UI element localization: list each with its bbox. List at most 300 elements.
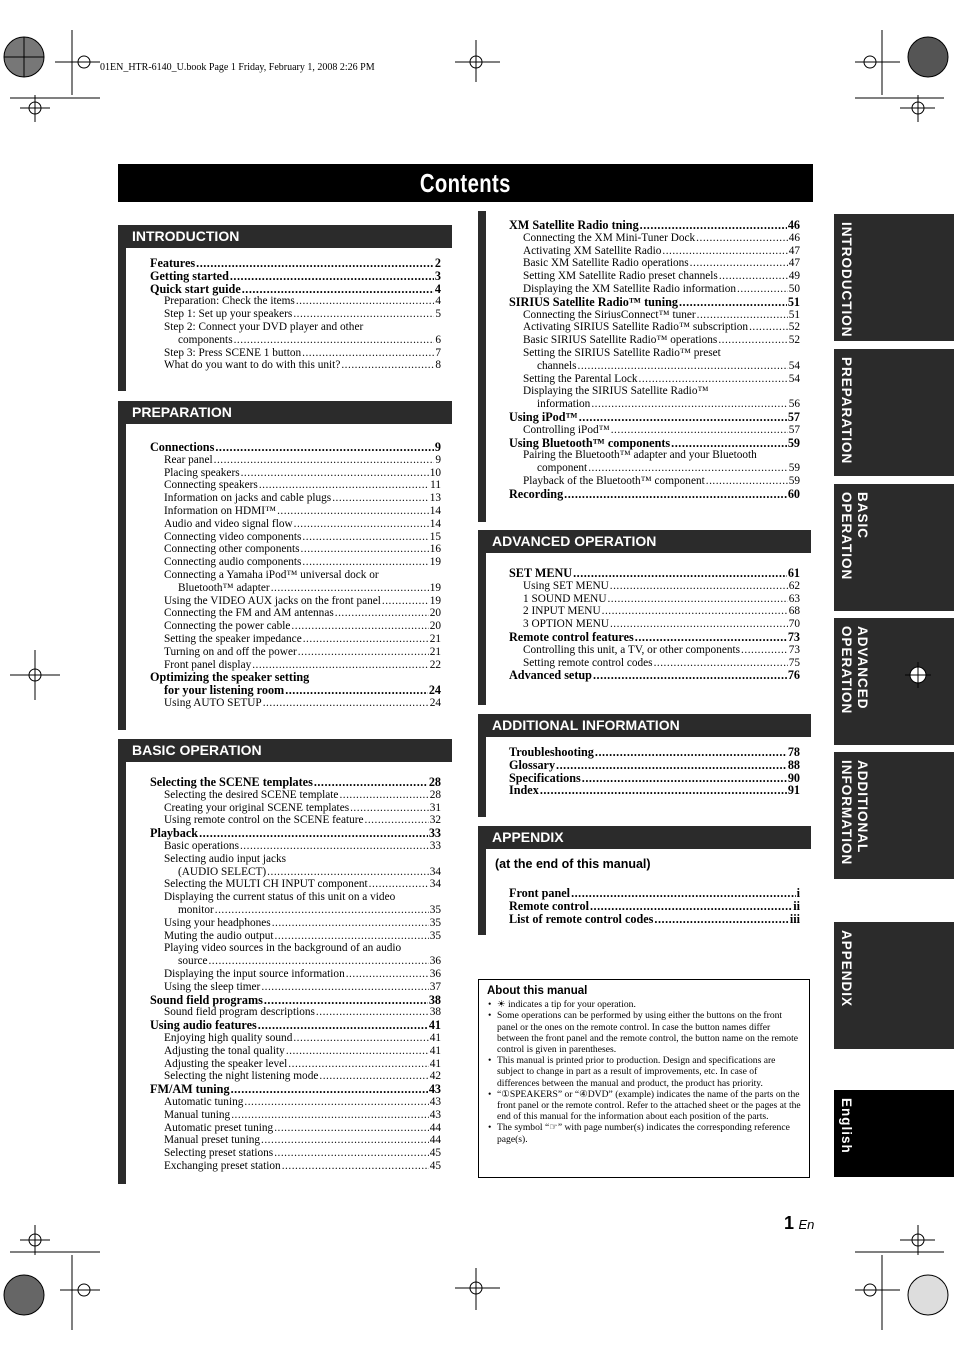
- toc-leader-dots: [261, 981, 428, 994]
- toc-entry-label: Using the VIDEO AUX jacks on the front panel: [164, 594, 381, 607]
- toc-entry: [150, 789, 441, 802]
- toc-page-number: 21: [429, 632, 441, 645]
- about-item: • ☀ indicates a tip for your operation.: [497, 999, 801, 1010]
- toc-page-number: 50: [788, 282, 800, 295]
- toc-entry-label: Sound field programs: [150, 992, 263, 1007]
- toc-entry: [150, 1109, 441, 1122]
- toc-page-number: 15: [429, 530, 441, 543]
- toc-entry: [150, 878, 441, 891]
- toc-entry: [150, 347, 441, 360]
- toc-page-number: 70: [788, 618, 800, 631]
- toc-page-number: 14: [429, 517, 441, 530]
- section-heading-introduction: INTRODUCTION: [118, 225, 452, 248]
- toc-entry-label: Using your headphones: [164, 916, 271, 929]
- toc-page-number: 34: [429, 878, 441, 891]
- toc-entry-label: Turning on and off the power: [164, 645, 297, 658]
- toc-page-number: 47: [788, 244, 800, 257]
- toc-entry: [150, 942, 441, 955]
- about-this-manual-box: [478, 979, 810, 1178]
- toc-leader-dots: [259, 479, 429, 492]
- toc-entry: [150, 968, 441, 981]
- toc-leader-dots: [719, 270, 788, 283]
- toc-entry-label: Basic operations: [164, 839, 239, 852]
- toc-page-number: 59: [788, 474, 800, 487]
- side-tab-basic-operation: BASIC OPERATION: [834, 484, 954, 611]
- toc-entry-label: Selecting the SCENE templates: [150, 775, 313, 789]
- toc-page-number: 38: [428, 992, 441, 1007]
- toc-entry-label: Setting remote control codes: [523, 656, 653, 669]
- side-tab-english: English: [834, 1090, 954, 1177]
- toc-leader-dots: [230, 270, 434, 283]
- toc-entry: [150, 1058, 441, 1071]
- toc-entry-label: Advanced setup: [509, 668, 592, 683]
- toc-entry: [509, 245, 800, 258]
- toc-entry-label: Playback of the Bluetooth™ component: [523, 474, 705, 487]
- toc-entry-label: Basic XM Satellite Radio operations: [523, 257, 689, 270]
- toc-entry: [150, 1083, 441, 1096]
- toc-entry: [150, 1134, 441, 1147]
- toc-entry: [150, 321, 441, 334]
- toc-page-number: 38: [429, 1006, 441, 1019]
- toc-leader-dots: [242, 283, 434, 296]
- toc-page-number: 43: [429, 1108, 441, 1121]
- toc-page-number: 33: [429, 839, 441, 852]
- toc-leader-dots: [578, 360, 788, 373]
- toc-leader-dots: [640, 219, 787, 232]
- toc-page-number: 7: [435, 346, 441, 359]
- toc-page-number: 54: [788, 372, 800, 385]
- toc-leader-dots: [196, 257, 434, 270]
- toc-entry: [509, 296, 800, 309]
- toc-leader-dots: [314, 776, 428, 789]
- toc-page-number: 56: [788, 398, 800, 411]
- toc-entry: [150, 776, 441, 789]
- toc-page-number: 47: [788, 257, 800, 270]
- toc-page-number: 44: [429, 1121, 441, 1134]
- toc-entry: [509, 411, 800, 424]
- toc-entry-label: Sound field program descriptions: [164, 1006, 315, 1019]
- toc-page-number: 2: [434, 256, 441, 270]
- toc-entry: [509, 360, 800, 373]
- toc-page-number: iii: [789, 911, 800, 926]
- toc-leader-dots: [595, 746, 787, 759]
- toc-page-number: 16: [429, 543, 441, 556]
- toc-entry-label: Playback: [150, 826, 199, 841]
- toc-page-number: 22: [429, 658, 441, 671]
- toc-entry: [509, 475, 800, 488]
- toc-leader-dots: [240, 840, 429, 853]
- print-header-line: 01EN_HTR-6140_U.book Page 1 Friday, February 1, 2008 2:26 PM: [100, 62, 375, 73]
- toc-entry: [150, 646, 441, 659]
- toc-page-number: 46: [787, 218, 800, 232]
- toc-entry-label: Connecting a Yamaha iPod™ universal dock or: [164, 568, 379, 581]
- toc-preparation: [150, 441, 441, 710]
- toc-page-number: 24: [429, 696, 441, 709]
- toc-leader-dots: [690, 257, 788, 270]
- toc-leader-dots: [571, 887, 796, 900]
- toc-leader-dots: [274, 1147, 429, 1160]
- side-tab-introduction: INTRODUCTION: [834, 214, 954, 341]
- toc-entry-label: Activating XM Satellite Radio: [523, 244, 662, 257]
- toc-entry: [150, 853, 441, 866]
- toc-entry: [150, 467, 441, 480]
- toc-leader-dots: [215, 904, 429, 917]
- toc-entry-label: SET MENU: [509, 566, 573, 580]
- toc-page-number: 37: [429, 980, 441, 993]
- toc-entry: [150, 891, 441, 904]
- toc-page-number: 62: [788, 579, 800, 592]
- toc-entry: [150, 270, 441, 283]
- toc-entry-label: Glossary: [509, 757, 556, 772]
- toc-leader-dots: [258, 1019, 428, 1032]
- toc-entry-label: SIRIUS Satellite Radio™ tuning: [509, 294, 678, 309]
- toc-leader-dots: [718, 334, 787, 347]
- toc-page-number: 36: [429, 967, 441, 980]
- toc-entry-label: List of remote control codes: [509, 911, 654, 926]
- toc-entry-label: Connections: [150, 440, 215, 454]
- toc-page-number: 73: [787, 629, 800, 644]
- page-number: 1 En: [784, 1213, 815, 1233]
- toc-page-number: 32: [429, 814, 441, 827]
- toc-leader-dots: [208, 955, 428, 968]
- toc-leader-dots: [639, 373, 788, 386]
- toc-page-number: 9: [434, 440, 441, 454]
- toc-entry-label: Using iPod™: [509, 409, 578, 424]
- toc-entry: [150, 518, 441, 531]
- toc-entry: [509, 424, 800, 437]
- toc-entry-label: Front panel display: [164, 658, 252, 671]
- side-tab-advanced-operation: ADVANCED OPERATION: [834, 618, 954, 745]
- toc-entry-label: Information on jacks and cable plugs: [164, 492, 332, 505]
- toc-entry: [150, 866, 441, 879]
- toc-leader-dots: [602, 605, 788, 618]
- toc-entry-label: Connecting the FM and AM antennas: [164, 607, 334, 620]
- toc-entry-label: Connecting the XM Mini-Tuner Dock: [523, 231, 696, 244]
- toc-entry-label: 3 OPTION MENU: [523, 618, 609, 631]
- toc-page-number: 59: [788, 462, 800, 475]
- toc-entry: [150, 1032, 441, 1045]
- toc-page-number: 43: [429, 1095, 441, 1108]
- side-tab-appendix: APPENDIX: [834, 922, 954, 1049]
- toc-entry-label: XM Satellite Radio tning: [509, 218, 639, 232]
- toc-entry: [150, 1147, 441, 1160]
- toc-leader-dots: [332, 492, 428, 505]
- toc-entry-label: 2 INPUT MENU: [523, 605, 601, 618]
- toc-leader-dots: [302, 347, 434, 360]
- toc-leader-dots: [263, 697, 429, 710]
- toc-entry-label: Connecting other components: [164, 543, 300, 556]
- toc-leader-dots: [671, 437, 787, 450]
- toc-entry-label: Remote control: [509, 898, 589, 913]
- toc-leader-dots: [199, 827, 428, 840]
- toc-leader-dots: [294, 518, 429, 531]
- toc-entry-label: Using SET MENU: [523, 579, 609, 592]
- toc-entry: [509, 321, 800, 334]
- toc-page-number: i: [796, 886, 800, 900]
- toc-page-number: 35: [429, 903, 441, 916]
- toc-page-number: 9: [435, 453, 441, 466]
- toc-leader-dots: [369, 878, 429, 891]
- toc-leader-dots: [706, 475, 788, 488]
- toc-entry: [509, 270, 800, 283]
- toc-leader-dots: [662, 245, 787, 258]
- toc-entry-label: Manual tuning: [164, 1108, 231, 1121]
- toc-entry-label: Connecting audio components: [164, 556, 302, 569]
- toc-entry-label: Troubleshooting: [509, 745, 594, 759]
- toc-leader-dots: [635, 631, 787, 644]
- toc-entry-label: Playing video sources in the background of an audio: [164, 942, 402, 955]
- toc-entry-label: Rear panel: [164, 453, 213, 466]
- toc-leader-dots: [591, 398, 787, 411]
- registration-mark-icon: [905, 662, 931, 688]
- toc-entry: [150, 505, 441, 518]
- toc-page-number: 35: [429, 929, 441, 942]
- toc-page-number: 33: [428, 826, 441, 841]
- toc-introduction: [150, 257, 441, 372]
- toc-leader-dots: [272, 917, 429, 930]
- toc-entry-label: Using Bluetooth™ components: [509, 435, 671, 450]
- toc-page-number: 19: [429, 594, 441, 607]
- side-tab-additional-information: ADDITIONAL INFORMATION: [834, 752, 954, 879]
- toc-page-number: 59: [787, 435, 800, 450]
- toc-entry: [509, 580, 800, 593]
- toc-entry-label: Selecting the night listening mode: [164, 1070, 319, 1083]
- toc-entry-label: Controlling iPod™: [523, 423, 610, 436]
- toc-leader-dots: [590, 900, 792, 913]
- toc-page-number: 60: [787, 486, 800, 501]
- toc-page-number: 90: [787, 770, 800, 785]
- toc-entry-label: Setting the speaker impedance: [164, 632, 302, 645]
- toc-leader-dots: [303, 633, 429, 646]
- toc-entry: [150, 1096, 441, 1109]
- toc-entry-label: Selecting preset stations: [164, 1147, 274, 1160]
- toc-entry-label: Exchanging preset station: [164, 1159, 281, 1172]
- toc-entry-label: Manual preset tuning: [164, 1134, 261, 1147]
- toc-entry-label: Displaying the XM Satellite Radio information: [523, 282, 737, 295]
- toc-page-number: 4: [435, 295, 441, 308]
- toc-entry-label: Selecting the MULTI CH INPUT component: [164, 878, 368, 891]
- toc-page-number: 88: [787, 757, 800, 772]
- section-heading-additional-information: ADDITIONAL INFORMATION: [478, 714, 811, 737]
- toc-entry: [150, 1019, 441, 1032]
- section-heading-preparation: PREPARATION: [118, 401, 452, 424]
- toc-leader-dots: [231, 1109, 428, 1122]
- toc-entry-label: Bluetooth™ adapter: [178, 581, 270, 594]
- toc-leader-dots: [610, 580, 788, 593]
- toc-entry-label: Audio and video signal flow: [164, 517, 293, 530]
- toc-entry: [150, 359, 441, 372]
- toc-entry: [150, 904, 441, 917]
- toc-entry: [150, 607, 441, 620]
- toc-entry-label: Selecting audio input jacks: [164, 852, 287, 865]
- toc-entry: [509, 449, 800, 462]
- toc-page-number: 41: [429, 1031, 441, 1044]
- toc-entry-label: Using remote control on the SCENE feature: [164, 814, 364, 827]
- toc-entry-label: Controlling this unit, a TV, or other components: [523, 643, 741, 656]
- toc-entry-label: Selecting the desired SCENE template: [164, 788, 339, 801]
- toc-leader-dots: [540, 784, 787, 797]
- toc-page-number: 31: [429, 801, 441, 814]
- toc-page-number: 42: [429, 1070, 441, 1083]
- toc-leader-dots: [286, 1045, 429, 1058]
- toc-entry: [509, 309, 800, 322]
- toc-entry-label: Creating your original SCENE templates: [164, 801, 350, 814]
- toc-leader-dots: [241, 467, 429, 480]
- toc-entry-label: FM/AM tuning: [150, 1082, 230, 1097]
- section-side-bar: [118, 424, 126, 730]
- toc-page-number: 8: [435, 359, 441, 372]
- toc-page-number: 14: [429, 504, 441, 517]
- toc-entry: [509, 373, 800, 386]
- toc-leader-dots: [697, 309, 788, 322]
- toc-leader-dots: [749, 321, 788, 334]
- toc-page-number: 54: [788, 359, 800, 372]
- toc-entry-label: Setting the SIRIUS Satellite Radio™ preset: [523, 346, 721, 359]
- about-heading: About this manual: [487, 985, 588, 997]
- toc-entry-label: Displaying the current status of this unit on a video: [164, 891, 396, 904]
- toc-page-number: 91: [787, 783, 800, 798]
- toc-page-number: ii: [793, 898, 800, 913]
- toc-page-number: 13: [429, 492, 441, 505]
- toc-entry-label: components: [178, 333, 233, 346]
- toc-leader-dots: [301, 543, 429, 556]
- toc-entry: [509, 567, 800, 580]
- toc-leader-dots: [579, 411, 787, 424]
- page-title: Contents: [118, 164, 813, 202]
- toc-entry: [150, 1045, 441, 1058]
- toc-leader-dots: [610, 618, 788, 631]
- toc-leader-dots: [271, 582, 429, 595]
- toc-entry: [150, 441, 441, 454]
- toc-page-number: 57: [787, 409, 800, 424]
- toc-additional-information: [509, 746, 800, 797]
- toc-entry: [150, 454, 441, 467]
- toc-leader-dots: [573, 567, 787, 580]
- toc-entry-label: source: [178, 955, 208, 968]
- toc-entry: [509, 488, 800, 501]
- toc-page-number: 51: [788, 308, 800, 321]
- section-heading-appendix: APPENDIX: [478, 826, 811, 849]
- toc-entry: [509, 772, 800, 785]
- toc-page-number: 19: [429, 556, 441, 569]
- toc-leader-dots: [291, 620, 428, 633]
- toc-leader-dots: [215, 441, 434, 454]
- toc-page-number: 46: [788, 231, 800, 244]
- toc-entry: [509, 437, 800, 450]
- toc-entry-label: information: [537, 398, 591, 411]
- toc-entry: [150, 633, 441, 646]
- toc-entry-label: Displaying the SIRIUS Satellite Radio™: [523, 385, 709, 398]
- toc-page-number: 63: [788, 592, 800, 605]
- toc-leader-dots: [261, 1134, 429, 1147]
- about-item: • The symbol “☞” with page number(s) indicates the corresponding reference page(s).: [497, 1122, 801, 1144]
- toc-leader-dots: [335, 607, 429, 620]
- toc-entry: [150, 492, 441, 505]
- toc-entry-label: monitor: [178, 903, 214, 916]
- side-tab-preparation: PREPARATION: [834, 349, 954, 476]
- toc-leader-dots: [341, 359, 434, 372]
- toc-entry-label: Information on HDMI™: [164, 504, 277, 517]
- toc-page-number: 34: [429, 865, 441, 878]
- toc-entry-label: Automatic tuning: [164, 1095, 244, 1108]
- toc-entry: [509, 219, 800, 232]
- toc-entry: [509, 669, 800, 682]
- toc-leader-dots: [607, 593, 787, 606]
- toc-page-number: 52: [788, 334, 800, 347]
- toc-entry: [509, 334, 800, 347]
- toc-leader-dots: [582, 772, 787, 785]
- section-side-bar: [118, 248, 126, 391]
- toc-entry-label: Placing speakers: [164, 466, 240, 479]
- toc-entry: [509, 759, 800, 772]
- toc-page-number: 20: [429, 620, 441, 633]
- toc-page-number: 45: [429, 1147, 441, 1160]
- toc-basic-continued: [509, 219, 800, 501]
- toc-entry: [150, 308, 441, 321]
- section-heading-basic-operation: BASIC OPERATION: [118, 739, 452, 762]
- toc-page-number: 5: [435, 308, 441, 321]
- toc-page-number: 3: [434, 268, 441, 283]
- toc-entry-label: Using audio features: [150, 1018, 257, 1033]
- toc-entry: [509, 631, 800, 644]
- toc-page-number: 28: [428, 775, 441, 789]
- toc-leader-dots: [302, 531, 428, 544]
- toc-leader-dots: [234, 334, 435, 347]
- toc-leader-dots: [244, 1096, 428, 1109]
- toc-page-number: 4: [434, 281, 441, 296]
- toc-entry: [150, 955, 441, 968]
- toc-entry-label: Step 1: Set up your speakers: [164, 308, 293, 321]
- toc-entry: [150, 295, 441, 308]
- toc-entry: [509, 232, 800, 245]
- toc-entry: [150, 840, 441, 853]
- toc-entry-label: Quick start guide: [150, 281, 241, 296]
- toc-entry-label: Connecting speakers: [164, 479, 258, 492]
- toc-page-number: 76: [787, 668, 800, 683]
- section-side-bar: [478, 553, 486, 705]
- toc-entry-label: Muting the audio output: [164, 929, 274, 942]
- toc-entry: [150, 479, 441, 492]
- toc-entry: [509, 347, 800, 360]
- toc-entry: [150, 697, 441, 710]
- toc-page-number: 19: [429, 581, 441, 594]
- toc-leader-dots: [282, 1160, 429, 1173]
- toc-entry: [509, 746, 800, 759]
- toc-leader-dots: [611, 424, 788, 437]
- toc-entry: [509, 257, 800, 270]
- toc-page-number: 35: [429, 916, 441, 929]
- toc-page-number: 75: [788, 656, 800, 669]
- section-side-bar: [118, 762, 126, 1184]
- section-side-bar: [478, 849, 486, 935]
- section-side-bar: [478, 737, 486, 817]
- toc-entry: [150, 569, 441, 582]
- toc-entry: [509, 784, 800, 797]
- toc-entry-label: Pairing the Bluetooth™ adapter and your Bluetooth: [523, 449, 757, 462]
- section-heading-advanced-operation: ADVANCED OPERATION: [478, 530, 811, 553]
- toc-entry-label: component: [537, 462, 588, 475]
- toc-entry: [509, 887, 800, 900]
- toc-leader-dots: [737, 283, 788, 296]
- toc-leader-dots: [350, 802, 429, 815]
- toc-entry-label: Automatic preset tuning: [164, 1121, 274, 1134]
- toc-appendix: [509, 887, 800, 925]
- toc-leader-dots: [654, 657, 788, 670]
- toc-leader-dots: [346, 968, 429, 981]
- toc-entry-label: Optimizing the speaker setting: [150, 670, 310, 685]
- toc-entry-label: Connecting video components: [164, 530, 302, 543]
- toc-page-number: 78: [787, 745, 800, 759]
